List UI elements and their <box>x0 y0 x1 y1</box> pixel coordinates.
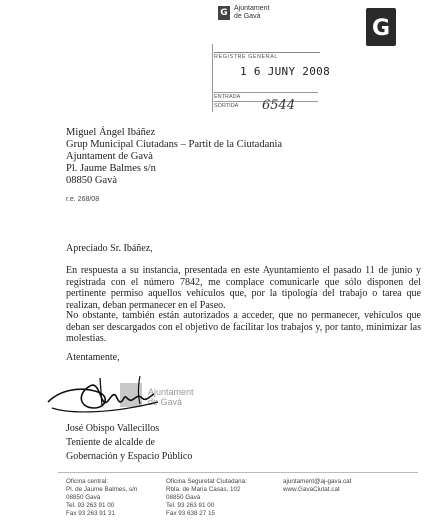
municipal-logo <box>366 8 396 46</box>
footer-text: 08850 Gavà <box>166 494 201 501</box>
signer-title-2: Gobernación y Espacio Público <box>66 451 193 462</box>
signer-name: José Obispo Vallecillos <box>66 423 160 434</box>
footer-contact <box>283 478 351 494</box>
addressee-street: Pl. Jaume Balmes s/n <box>66 163 156 174</box>
footer-security-office <box>166 478 247 518</box>
footer-website: www.GavaCiutat.cat <box>283 486 340 493</box>
paragraph-2: No obstante, también están autorizados a acceder, que no permanecer, vehículos que deban ser descargados con el objetivo de facilitar los trabajos y, por tanto, minimizar las molestias. <box>66 310 421 345</box>
handwritten-signature <box>40 372 170 418</box>
footer-text: 08850 Gavà <box>66 494 101 501</box>
paragraph-1: En respuesta a su instancia, presentada en este Ayuntamiento el pasado 11 de junio y registrada con el número 7842, me complace comunicarle que sólo disponen del pertinente permiso aquellos vehículos que, por la tipología del trabajo o tarea que realizan, deban permanecer en el Paseo. <box>66 265 421 311</box>
addressee-group: Grup Municipal Ciutadans – Partit de la Ciutadania <box>66 139 283 150</box>
signature-stamp-line1: Ajuntament <box>148 387 194 397</box>
entrada-label: ENTRADA <box>214 92 318 100</box>
addressee-institution: Ajuntament de Gavà <box>66 151 153 162</box>
footer-central-office <box>66 478 137 518</box>
footer-text: Rbla. de Maria Casas, 102 <box>166 486 241 493</box>
sortida-label: SORTIDA <box>214 101 318 109</box>
signer-title-1: Teniente de alcalde de <box>66 437 155 448</box>
reference-number: r.e. 268/08 <box>66 196 100 203</box>
footer-text: Oficina Seguretat Ciutadana: <box>166 478 247 485</box>
register-date: 1 6 JUNY 2008 <box>240 65 330 78</box>
footer-text: Tel. 93 263 91 00 <box>66 502 115 509</box>
stamp-logo-icon: G <box>218 6 230 20</box>
register-label: REGISTRE GENERAL <box>214 52 320 60</box>
footer-text: Fax 93 638 27 15 <box>166 510 216 517</box>
stamp-org-line2: de Gavà <box>234 13 261 20</box>
footer-text: Pl. de Jaume Balmes, s/n <box>66 486 138 493</box>
signature-stamp-line2: de Gavà <box>148 397 183 407</box>
closing: Atentamente, <box>66 352 120 363</box>
footer-text: Fax 93 263 91 31 <box>66 510 116 517</box>
footer-email: ajuntament@aj-gava.cat <box>283 478 352 485</box>
footer-text: Oficina central: <box>66 478 108 485</box>
stamp-org-line1: Ajuntament <box>234 5 270 12</box>
addressee-city: 08850 Gavà <box>66 175 118 186</box>
footer-divider <box>58 472 418 473</box>
stamp-org-name <box>234 5 269 21</box>
logo-glyph: G <box>371 16 391 41</box>
handwritten-register-number: 6544 <box>262 98 296 113</box>
addressee-name: Miguel Ángel Ibáñez <box>66 127 156 138</box>
greeting: Apreciado Sr. Ibáñez, <box>66 243 153 254</box>
footer-text: Tel. 93 263 91 00 <box>166 502 215 509</box>
